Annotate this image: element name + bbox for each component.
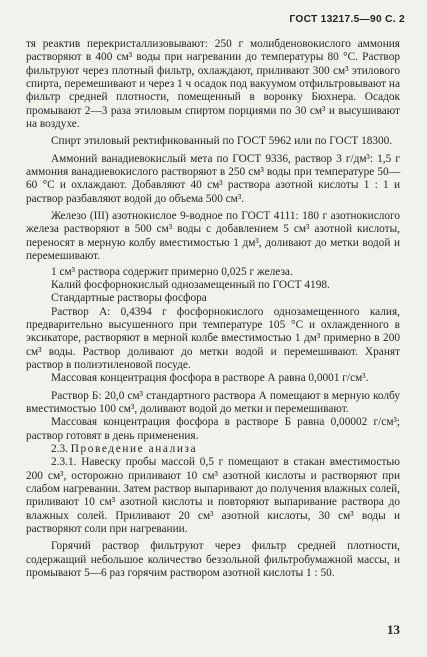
paragraph-ethyl-alcohol: Спирт этиловый ректификованный по ГОСТ 5962 или по ГОСТ 18300. xyxy=(51,135,393,148)
section-heading-analysis xyxy=(26,443,400,456)
paragraph-iron-nitrate: Железо (III) азотнокислое 9-водное по ГОСТ 4111: 180 г азотнокислого железа растворяют в 500 см³ воды с добавлением 5 см³ азотной кислоты, переносят в мерную колбу вместимостью 1 дм³, доливают до метки водой и перемешивают. xyxy=(26,210,400,263)
paragraph-ammonium-vanadate: Аммоний ванадиевокислый мета по ГОСТ 9336, раствор 3 г/дм³: 1,5 г аммония ванадиевокислого растворяют в 250 см³ воды при температуре 50—60 °С и охлаждают. Добавляют 40 см³ раствора азотной кислоты 1 : 1 и раствор разбавляют водой до объема 500 см³. xyxy=(26,152,400,205)
paragraph-reagent-recrystallization: тя реактив перекристаллизовывают: 250 г молибденовокислого аммония растворяют в 400 см³ воды при нагревании до температуры 80 °С. Раствор фильтруют через плотный фильтр, охлаждают, приливают 300 см³ этилового спирта, перемешивают и через 1 ч осадок под вакуумом отфильтровывают на фильтр средней плотности, помещенный в воронку Бюхнера. Осадок промывают 2—3 раза этиловым спиртом порциями по 30 см³ и высушивают на воздухе. xyxy=(26,38,400,131)
paragraph-solution-b-concentration: Массовая концентрация фосфора в растворе Б равна 0,00002 г/см³; раствор готовят в день применения. xyxy=(26,416,400,442)
section-number: 2.3. xyxy=(51,442,68,455)
section-title: Проведение анализа xyxy=(70,442,198,455)
paragraph-sample-dissolution: 2.3.1. Навеску пробы массой 0,5 г помещают в стакан вместимостью 200 см³, осторожно приливают 10 см³ азотной кислоты и растворяют при слабом нагревании. Затем раствор выпаривают до получения влажных солей, приливают 10 см³ азотной кислоты и повторяют выпаривание раствора до влажных солей. Приливают 20 см³ азотной кислоты, 30 см³ воды и растворяют соли при нагревании. xyxy=(26,456,400,536)
paragraph-iron-content: 1 см³ раствора содержит примерно 0,025 г железа. xyxy=(51,265,293,278)
page-header: ГОСТ 13217.5—90 С. 2 xyxy=(289,14,405,25)
paragraph-solution-a-concentration: Массовая концентрация фосфора в растворе А равна 0,0001 г/см³. xyxy=(51,372,369,385)
paragraph-hot-filtration: Горячий раствор фильтруют через фильтр средней плотности, содержащий небольшое количество беззольной фильтробумажной массы, и промывают 5—6 раз горячим раствором азотной кислоты 1 : 50. xyxy=(26,540,400,580)
page-number: 13 xyxy=(387,622,400,637)
paragraph-solution-a: Раствор А: 0,4394 г фосфорнокислого однозамещенного калия, предварительно высушенного при температуре 105 °С и охлажденного в эксикаторе, растворяют в мерной колбе вместимостью 1 дм³ примерно в 200 см³ воды. Раствор доливают до метки водой и перемешивают. Хранят раствор в полиэтиленовой посуде. xyxy=(26,305,400,371)
document-body xyxy=(26,38,400,580)
paragraph-standard-solutions-title: Стандартные растворы фосфора xyxy=(51,292,207,305)
paragraph-solution-b: Раствор Б: 20,0 см³ стандартного раствора А помещают в мерную колбу вместимостью 100 см³, доливают водой до метки и перемешивают. xyxy=(26,389,400,415)
paragraph-potassium-phosphate: Калий фосфорнокислый однозамещенный по ГОСТ 4198. xyxy=(51,278,330,291)
